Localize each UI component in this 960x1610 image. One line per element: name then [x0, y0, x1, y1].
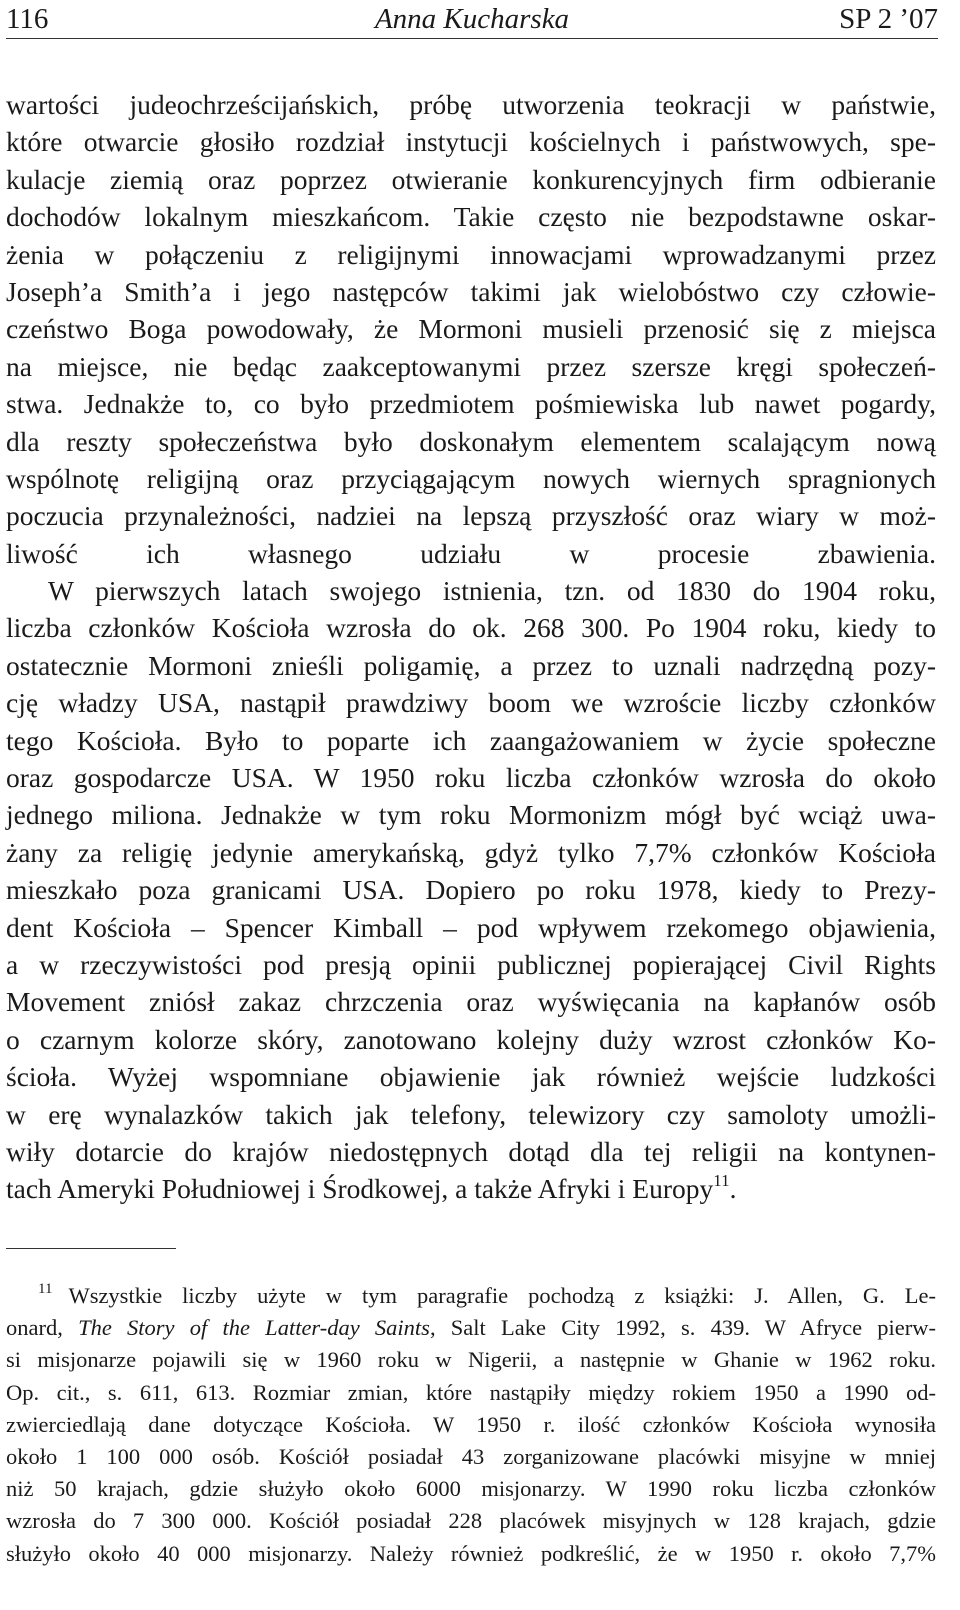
body-line: Movement zniósł zakaz chrzczenia oraz wyświęcania na kapłanów osób [6, 986, 936, 1018]
journal-issue: SP 2 ’07 [839, 3, 938, 35]
body-line: ostatecznie Mormoni znieśli poligamię, a przez to uznali nadrzędną pozy- [6, 649, 936, 681]
footnote-text: , Salt Lake City 1992, s. 439. W Afryce pierw- [429, 1315, 936, 1341]
body-end-punctuation: . [729, 1173, 737, 1205]
body-line: ścioła. Wyżej wspomniane objawienie jak również wejście ludzkości [6, 1061, 936, 1093]
book-title: The Story of the Latter-day Saints [78, 1315, 430, 1341]
body-line: o czarnym kolorze skóry, zanotowano kolejny duży wzrost członków Ko- [6, 1023, 936, 1055]
body-line: dent Kościoła – Spencer Kimball – pod wpływem rzekomego objawienia, [6, 911, 936, 943]
page-number: 116 [6, 3, 49, 35]
body-line: żany za religię jedynie amerykańską, gdyż tylko 7,7% członków Kościoła [6, 836, 936, 868]
footnote-reference[interactable]: 11 [713, 1171, 730, 1191]
body-line: czeństwo Boga powodowały, że Mormoni musieli przenosić się z miejsca [6, 313, 936, 345]
footnote-line: niż 50 krajach, gdzie służyło około 6000 misjonarzy. W 1990 roku liczba członków [6, 1476, 936, 1502]
footnote-line [6, 1312, 936, 1344]
body-line: liczba członków Kościoła wzrosła do ok. 268 300. Po 1904 roku, kiedy to [6, 612, 936, 644]
footnote-line: si misjonarze pojawili się w 1960 roku w Nigerii, a następnie w Ghanie w 1962 roku. [6, 1347, 936, 1373]
body-line: dochodów lokalnym mieszkańcom. Takie często nie bezpodstawne oskar- [6, 201, 936, 233]
body-line: wiły dotarcie do krajów niedostępnych dotąd dla tej religii na kontynen- [6, 1135, 936, 1167]
body-last-line [6, 1170, 936, 1207]
body-line: które otwarcie głosiło rozdział instytucji kościelnych i państwowych, spe- [6, 126, 936, 158]
footnote-number: 11 [38, 1281, 53, 1297]
footnote-line [6, 1280, 936, 1312]
body-line: Joseph’a Smith’a i jego następców takimi jak wielobóstwo czy człowie- [6, 275, 936, 307]
body-line: wspólnotę religijną oraz przyciągającym nowych wiernych spragnionych [6, 462, 936, 494]
body-line: tego Kościoła. Było to poparte ich zaangażowaniem w życie społeczne [6, 724, 936, 756]
body-text [6, 86, 936, 1208]
body-line: poczucia przynależności, nadziei na lepszą przyszłość oraz wiary w moż- [6, 500, 936, 532]
body-line: jednego miliona. Jednakże w tym roku Mormonizm mógł być wciąż uwa- [6, 799, 936, 831]
body-line: mieszkało poza granicami USA. Dopiero po roku 1978, kiedy to Prezy- [6, 874, 936, 906]
body-line: dla reszty społeczeństwa było doskonałym elementem scalającym nową [6, 425, 936, 457]
body-line: cję władzy USA, nastąpił prawdziwy boom we wzroście liczby członków [6, 687, 936, 719]
body-line: wartości judeochrześcijańskich, próbę utworzenia teokracji w państwie, [6, 89, 936, 120]
footnote-text: Wszystkie liczby użyte w tym paragrafie pochodzą z książki: J. Allen, G. Le- [68, 1283, 936, 1308]
footnote-line: wzrosła do 7 300 000. Kościół posiadał 228 placówek misyjnych w 128 krajach, gdzie [6, 1508, 936, 1534]
running-header [6, 0, 938, 39]
body-line: w erę wynalazków takich jak telefony, telewizory czy samoloty umożli- [6, 1098, 936, 1130]
footnote-line: około 1 100 000 osób. Kościół posiadał 43 zorganizowane placówki misyjne w mniej [6, 1443, 936, 1469]
body-line: liwość ich własnego udziału w procesie zbawienia. [6, 537, 936, 569]
footnote-line: służyło około 40 000 misjonarzy. Należy również podkreślić, że w 1950 r. około 7,7% [6, 1540, 936, 1566]
body-line: kulacje ziemią oraz poprzez otwieranie konkurencyjnych firm odbieranie [6, 163, 936, 195]
body-line-text: tach Ameryki Południowej i Środkowej, a także Afryki i Europy [6, 1173, 714, 1205]
body-line: oraz gospodarcze USA. W 1950 roku liczba członków wzrosła do około [6, 762, 936, 794]
body-line: stwa. Jednakże to, co było przedmiotem pośmiewiska lub nawet pogardy, [6, 388, 936, 420]
body-line: a w rzeczywistości pod presją opinii publicznej popierającej Civil Rights [6, 948, 936, 980]
running-header-author: Anna Kucharska [374, 3, 570, 35]
footnote [6, 1280, 936, 1570]
body-line: na miejsce, nie będąc zaakceptowanymi przez szersze kręgi społeczeń- [6, 350, 936, 382]
body-line: żenia w połączeniu z religijnymi innowacjami wprowadzanymi przez [6, 238, 936, 270]
footnote-line: zwierciedlają dane dotyczące Kościoła. W 1950 r. ilość członków Kościoła wynosiła [6, 1411, 936, 1437]
paragraph-start-line: W pierwszych latach swojego istnienia, tzn. od 1830 do 1904 roku, [48, 575, 936, 607]
footnote-line: Op. cit., s. 611, 613. Rozmiar zmian, które nastąpiły między rokiem 1950 a 1990 od- [6, 1379, 936, 1405]
footnote-text: onard, [6, 1315, 79, 1341]
footnote-separator [6, 1248, 176, 1249]
